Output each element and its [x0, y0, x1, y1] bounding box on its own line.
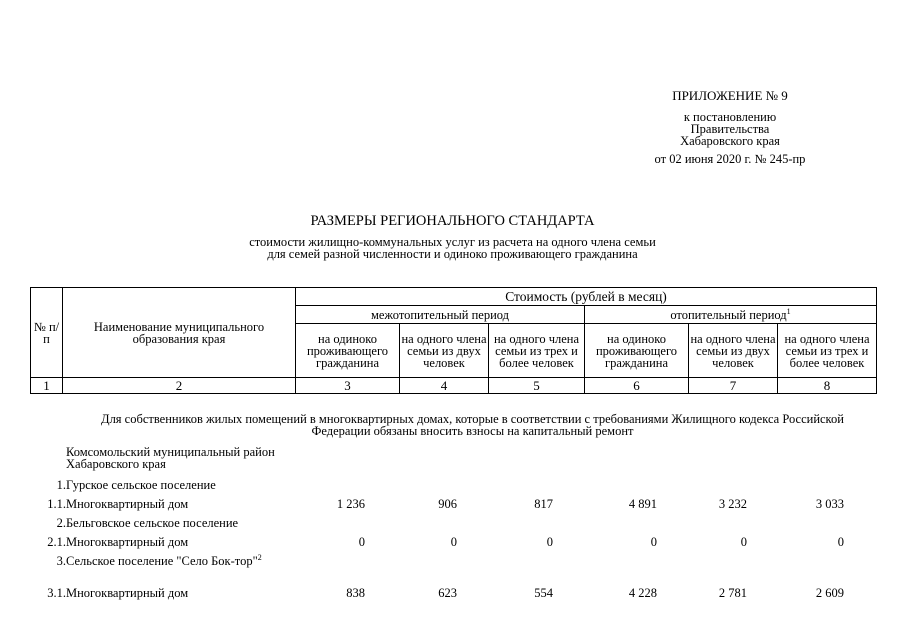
column-number: 1 — [31, 378, 63, 394]
cell-value: 4 228 — [628, 586, 657, 600]
row-number: 1. — [56, 478, 66, 492]
header-num: № п/п — [31, 288, 63, 378]
cell-value: 0 — [358, 535, 365, 549]
appendix-block — [560, 90, 900, 165]
column-number: 2 — [63, 378, 296, 394]
document-title: РАЗМЕРЫ РЕГИОНАЛЬНОГО СТАНДАРТА — [310, 213, 595, 229]
header-sub-single: на одиноко проживающего гражданина — [296, 324, 400, 378]
cell-value: 838 — [346, 586, 365, 600]
row-name: Многоквартирный дом — [66, 535, 189, 549]
row-number: 3.1. — [47, 586, 66, 600]
row-name-text: Сельское поселение "Село Бок-тор" — [66, 554, 258, 568]
cell-value: 0 — [650, 535, 657, 549]
header-sub-three: на одного члена семьи из трех и более человек — [489, 324, 585, 378]
cell-value: 0 — [450, 535, 457, 549]
cell-value: 623 — [438, 586, 457, 600]
row-name: Многоквартирный дом — [66, 586, 189, 600]
row-name: Бельговское сельское поселение — [66, 516, 239, 530]
appendix-title: ПРИЛОЖЕНИЕ № 9 — [672, 88, 788, 103]
cell-value: 4 891 — [628, 497, 657, 511]
table-header — [30, 287, 877, 394]
header-period-2 — [585, 306, 877, 324]
column-number: 3 — [296, 378, 400, 394]
appendix-date: от 02 июня 2020 г. № 245-пр — [654, 152, 806, 166]
row-name: Гурское сельское поселение — [66, 478, 216, 492]
column-number: 4 — [400, 378, 489, 394]
column-number: 8 — [778, 378, 877, 394]
column-number: 7 — [689, 378, 778, 394]
footnote-mark: 1 — [786, 306, 791, 316]
document-heading — [0, 213, 905, 260]
appendix-line: к постановлению — [683, 110, 777, 124]
period-2-label: отопительный период — [670, 307, 787, 322]
header-sub-three: на одного члена семьи из трех и более человек — [778, 324, 877, 378]
row-name: Комсомольский муниципальный район Хабаровского края — [66, 445, 275, 471]
appendix-line: Хабаровского края — [680, 134, 780, 148]
cell-value: 3 232 — [718, 497, 747, 511]
section-note: Для собственников жилых помещений в многоквартирных домах, которые в соответствии с требованиями Жилищного кодекса Российской Федерации обязаны вносить взносы на капитальный ремонт — [101, 412, 844, 438]
cell-value: 0 — [546, 535, 553, 549]
cell-value: 906 — [438, 497, 457, 511]
column-number: 5 — [489, 378, 585, 394]
cell-value: 0 — [837, 535, 844, 549]
cell-value: 1 236 — [336, 497, 365, 511]
row-name — [66, 552, 296, 568]
subtitle-line: для семей разной численности и одиноко проживающего гражданина — [267, 247, 638, 261]
cell-value: 554 — [534, 586, 553, 600]
row-number: 3. — [56, 554, 66, 568]
column-number: 6 — [585, 378, 689, 394]
cell-value: 817 — [534, 497, 553, 511]
cell-value: 2 609 — [815, 586, 844, 600]
footnote-mark: 2 — [257, 552, 262, 562]
document-subtitle — [0, 236, 905, 260]
row-number: 2. — [56, 516, 66, 530]
appendix-line: Правительства — [690, 122, 770, 136]
header-cost-group: Стоимость (рублей в месяц) — [296, 288, 877, 306]
header-name: Наименование муниципального образования края — [63, 288, 296, 378]
header-period-1: межотопительный период — [296, 306, 585, 324]
row-number: 1.1. — [47, 497, 66, 511]
header-sub-single: на одиноко проживающего гражданина — [585, 324, 689, 378]
row-name: Многоквартирный дом — [66, 497, 189, 511]
cell-value: 2 781 — [718, 586, 747, 600]
cell-value: 3 033 — [815, 497, 844, 511]
header-sub-two: на одного члена семьи из двух человек — [689, 324, 778, 378]
header-sub-two: на одного члена семьи из двух человек — [400, 324, 489, 378]
subtitle-line: стоимости жилищно-коммунальных услуг из расчета на одного члена семьи — [249, 235, 656, 249]
row-number: 2.1. — [47, 535, 66, 549]
cell-value: 0 — [740, 535, 747, 549]
